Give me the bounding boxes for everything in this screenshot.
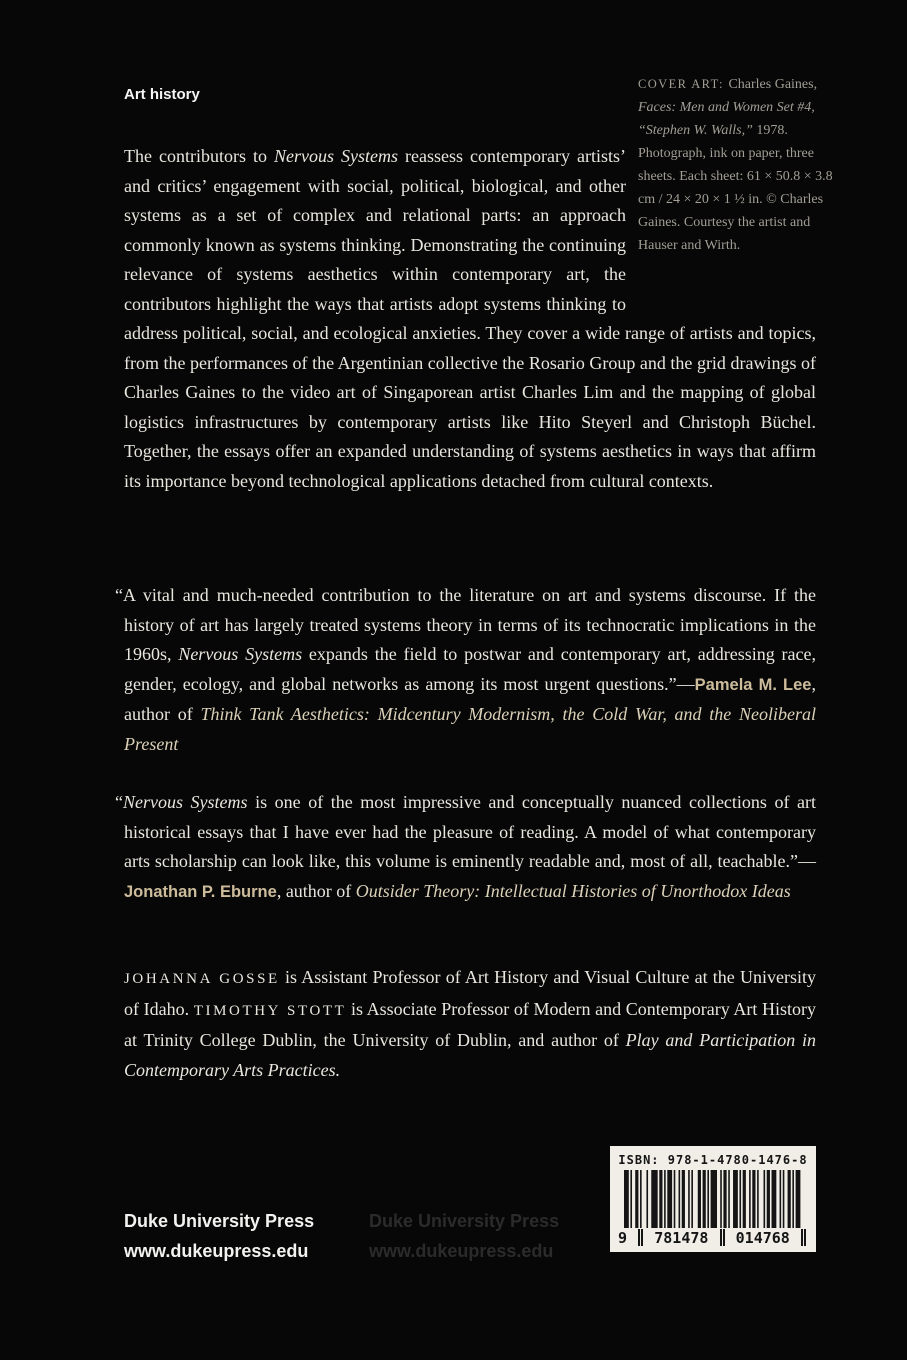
barcode [610, 1146, 816, 1252]
text-segment: Nervous Systems [274, 146, 399, 166]
text-segment: Play and Participation in Contemporary Arts Practices. [124, 1030, 816, 1080]
category-label: Art history [124, 86, 200, 103]
barcode-guard-left [638, 1229, 643, 1246]
text-segment: “ [115, 792, 123, 812]
publisher-url: www.dukeupress.edu [124, 1241, 309, 1261]
text-segment: , author of [276, 880, 356, 901]
barcode-digit-group2: 014768 [735, 1229, 790, 1247]
publisher-url-ghost: www.dukeupress.edu [369, 1241, 554, 1261]
barcode-bars [624, 1170, 802, 1228]
review-blurb-1 [115, 581, 816, 759]
barcode-guard-right [801, 1229, 806, 1246]
publisher-block [124, 1206, 314, 1266]
text-segment: 1978. Photograph, ink on paper, three sheets. Each sheet: 61 × 50.8 × 3.8 cm / 24 × 20 × 1 ½ in. © Charles Gaines. Courtesy the artist and Hauser and Wirth. [638, 123, 833, 253]
barcode-digits [618, 1229, 806, 1247]
text-segment: The contributors to [124, 146, 275, 166]
barcode-guard-center [720, 1229, 725, 1246]
text-segment: expands the field to postwar and contemporary art, addressing race, gender, ecology, and global networks as among its most urgent questions.”— [124, 644, 816, 694]
text-segment: Pamela M. Lee [694, 675, 812, 694]
text-segment: is Assistant Professor of Art History and Visual Culture at the University of Idaho. [124, 967, 816, 1019]
text-segment: Outsider Theory: Intellectual Histories of Unorthodox Ideas [355, 880, 791, 901]
text-segment: is Associate Professor of Modern and Contemporary Art History at Trinity College Dublin, the University of Dublin, and author of [124, 998, 816, 1050]
text-segment: Think Tank Aesthetics: Midcentury Modernism, the Cold War, and the Neoliberal Present [124, 704, 816, 754]
author-bio [124, 963, 816, 1085]
text-segment: Charles Gaines, [728, 77, 818, 92]
text-segment: Nervous Systems [123, 792, 248, 812]
text-segment: Faces: Men and Women Set #4, “Stephen W. Walls,” [638, 100, 815, 138]
text-segment: is one of the most impressive and conceptually nuanced collections of art historical essays that I have ever had the pleasure of reading. A model of what contemporary arts scholarship can look like, this volume is eminently readable and, most of all, teachable.”— [124, 792, 817, 871]
publisher-block-ghost [369, 1206, 559, 1266]
review-blurb-2 [115, 788, 817, 907]
description-paragraph [124, 142, 816, 496]
publisher-name-ghost: Duke University Press [369, 1211, 560, 1231]
text-segment: Nervous Systems [178, 644, 303, 664]
publisher-name: Duke University Press [124, 1211, 315, 1231]
text-segment: Jonathan P. Eburne [124, 882, 277, 901]
text-segment: , author of [124, 673, 816, 724]
text-segment: COVER ART: [638, 77, 729, 91]
text-segment: reassess contemporary artists’ and critics’ engagement with social, political, biological, and other systems as a set of complex and relational parts: an approach commonly known as systems thinking. Demonstrating the continuing relevance of systems aesthetics within contemporary art, the contributors highlight the ways that artists adopt systems thinking to address political, social, and ecological anxieties. They cover a wide range of artists and topics, from the performances of the Argentinian collective the Rosario Group and the grid drawings of Charles Gaines to the video art of Singaporean artist Charles Lim and the mapping of global logistics infrastructures by contemporary artists like Hito Steyerl and Christoph Büchel. Together, the essays offer an expanded understanding of systems aesthetics in ways that affirm its importance beyond technological applications detached from cultural contexts. [124, 146, 816, 491]
text-segment: TIMOTHY STOTT [193, 1002, 347, 1019]
isbn-label: ISBN: 978-1-4780-1476-8 [618, 1153, 808, 1167]
barcode-digit-lead: 9 [618, 1229, 628, 1247]
barcode-digit-group1: 781478 [654, 1229, 709, 1247]
text-segment: JOHANNA GOSSE [124, 971, 280, 987]
text-segment: “A vital and much-needed contribution to the literature on art and systems discourse. If the history of art has largely treated systems theory in terms of its technocratic implications in the 1960s, [115, 585, 816, 664]
credit-spacer [626, 142, 816, 318]
